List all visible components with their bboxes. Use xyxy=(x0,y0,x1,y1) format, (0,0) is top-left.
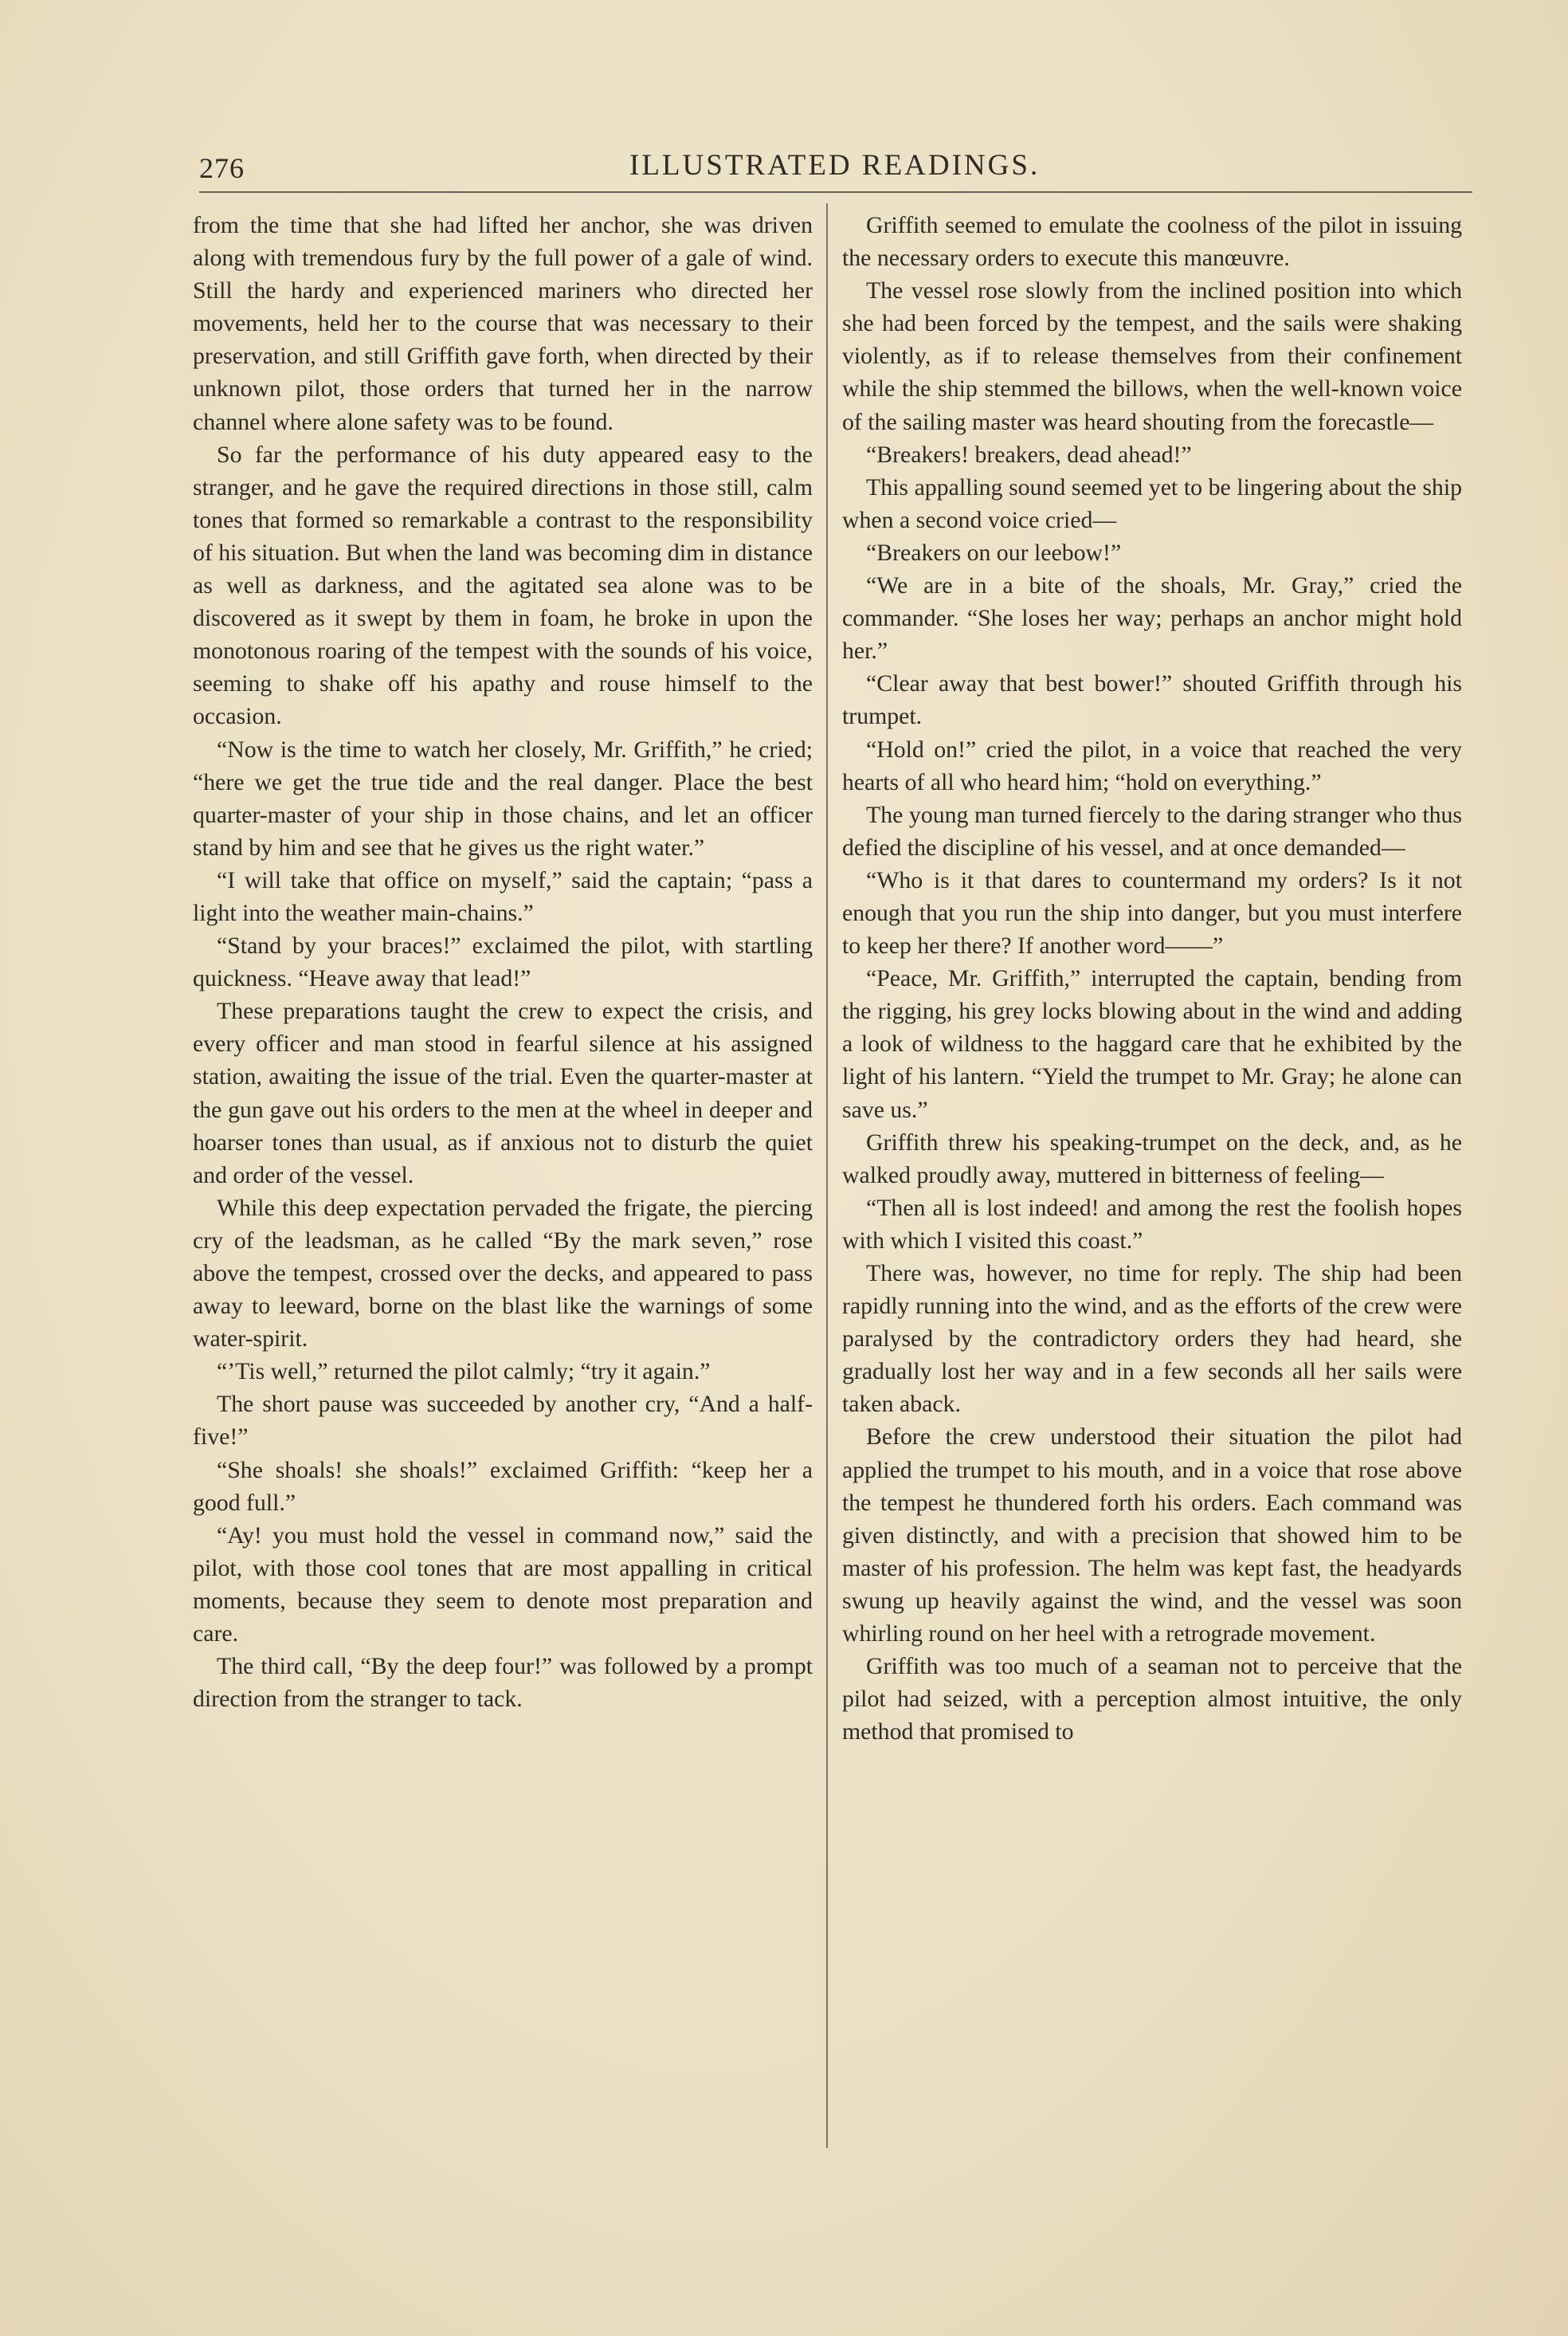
paragraph: “Then all is lost indeed! and among the rest the foolish hopes with which I visited this coast.” xyxy=(842,1194,1462,1254)
right-column xyxy=(842,209,1462,1748)
paragraph: The third call, “By the deep four!” was followed by a prompt direction from the stranger to tack. xyxy=(193,1653,813,1713)
header-rule xyxy=(199,191,1472,193)
paragraph: This appalling sound seemed yet to be lingering about the ship when a second voice cried— xyxy=(842,473,1462,533)
paragraph: There was, however, no time for reply. The ship had been rapidly running into the wind, and as the efforts of the crew were paralysed by the contradictory orders they had heard, she gradually lost her way and in a few seconds all her sails were taken aback. xyxy=(842,1260,1462,1418)
paragraph: The vessel rose slowly from the inclined position into which she had been forced by the tempest, and the sails were shaking violently, as if to release themselves from their confinement while the ship stemmed the billows, when the well-known voice of the sailing master was heard shouting from the forecastle— xyxy=(842,277,1462,435)
page-number: 276 xyxy=(199,152,245,184)
paragraph: Griffith threw his speaking-trumpet on the deck, and, as he walked proudly away, muttered in bitterness of feeling— xyxy=(842,1129,1462,1188)
page-header xyxy=(199,151,1474,191)
paragraph: “Clear away that best bower!” shouted Griffith through his trumpet. xyxy=(842,670,1462,730)
paragraph: “I will take that office on myself,” said the captain; “pass a light into the weather main-chains.” xyxy=(193,866,813,926)
paragraph: “Peace, Mr. Griffith,” interrupted the captain, bending from the rigging, his grey locks blowing about in the wind and adding a look of wildness to the haggard care that he exhibited by the light of his lantern. “Yield the trumpet to Mr. Gray; he alone can save us.” xyxy=(842,965,1462,1123)
paragraph: “Who is it that dares to countermand my orders? Is it not enough that you run the ship into danger, but you must interfere to keep her there? If another word——” xyxy=(842,866,1462,960)
paragraph: “Breakers on our leebow!” xyxy=(866,539,1122,566)
paragraph: “Breakers! breakers, dead ahead!” xyxy=(866,441,1192,468)
paragraph: While this deep expectation pervaded the frigate, the piercing cry of the leadsman, as he called “By the mark seven,” rose above the tempest, crossed over the decks, and appeared to pass away to leeward, borne on the blast like the warnings of some water-spirit. xyxy=(193,1194,813,1353)
paragraph: Griffith was too much of a seaman not to perceive that the pilot had seized, with a perception almost intuitive, the only method that promised to xyxy=(842,1653,1462,1745)
paragraph: from the time that she had lifted her anchor, she was driven along with tremendous fury by the full power of a gale of wind. Still the hardy and experienced mariners who directed her movements, held her to the course that was necessary to their preservation, and still Griffith gave forth, when directed by their unknown pilot, those orders that turned her in the narrow channel where alone safety was to be found. xyxy=(193,212,813,435)
paragraph: “Now is the time to watch her closely, Mr. Griffith,” he cried; “here we get the true tide and the real danger. Place the best quarter-master of your ship in those chains, and let an officer stand by him and see that he gives us the right water.” xyxy=(193,736,813,861)
paragraph: “’Tis well,” returned the pilot calmly; “try it again.” xyxy=(217,1358,711,1385)
paragraph: So far the performance of his duty appeared easy to the stranger, and he gave the required directions in those still, calm tones that formed so remarkable a contrast to the responsibility of his situation. But when the land was becoming dim in distance as well as darkness, and the agitated sea alone was to be discovered as it swept by them in foam, he broke in upon the monotonous roaring of the tempest with the sounds of his voice, seeming to shake off his apathy and rouse himself to the occasion. xyxy=(193,441,813,730)
column-divider xyxy=(826,203,828,2148)
paragraph: The young man turned fiercely to the daring stranger who thus defied the discipline of his vessel, and at once demanded— xyxy=(842,801,1462,861)
paragraph: “Stand by your braces!” exclaimed the pilot, with startling quickness. “Heave away that lead!” xyxy=(193,932,813,992)
paragraph: “Ay! you must hold the vessel in command now,” said the pilot, with those cool tones that are most appalling in critical moments, because they seem to denote most preparation and care. xyxy=(193,1521,813,1647)
paragraph: Before the crew understood their situation the pilot had applied the trumpet to his mouth, and in a voice that rose above the tempest he thundered forth his orders. Each command was given distinctly, and with a precision that showed him to be master of his profession. The helm was kept fast, the headyards swung up heavily against the wind, and the vessel was soon whirling round on her heel with a retrograde movement. xyxy=(842,1423,1462,1647)
paragraph: “We are in a bite of the shoals, Mr. Gray,” cried the commander. “She loses her way; perhaps an anchor might hold her.” xyxy=(842,572,1462,665)
paragraph: Griffith seemed to emulate the coolness of the pilot in issuing the necessary orders to execute this manœuvre. xyxy=(842,212,1462,272)
paragraph: The short pause was succeeded by another cry, “And a half-five!” xyxy=(193,1391,813,1451)
paragraph: “She shoals! she shoals!” exclaimed Griffith: “keep her a good full.” xyxy=(193,1456,813,1516)
left-column xyxy=(193,209,813,1715)
running-title: ILLUSTRATED READINGS. xyxy=(629,149,1041,182)
paragraph: These preparations taught the crew to expect the crisis, and every officer and man stood in fearful silence at his assigned station, awaiting the issue of the trial. Even the quarter-master at the gun gave out his orders to the men at the wheel in deeper and hoarser tones than usual, as if anxious not to disturb the quiet and order of the vessel. xyxy=(193,998,813,1188)
paragraph: “Hold on!” cried the pilot, in a voice that reached the very hearts of all who heard him; “hold on everything.” xyxy=(842,736,1462,795)
